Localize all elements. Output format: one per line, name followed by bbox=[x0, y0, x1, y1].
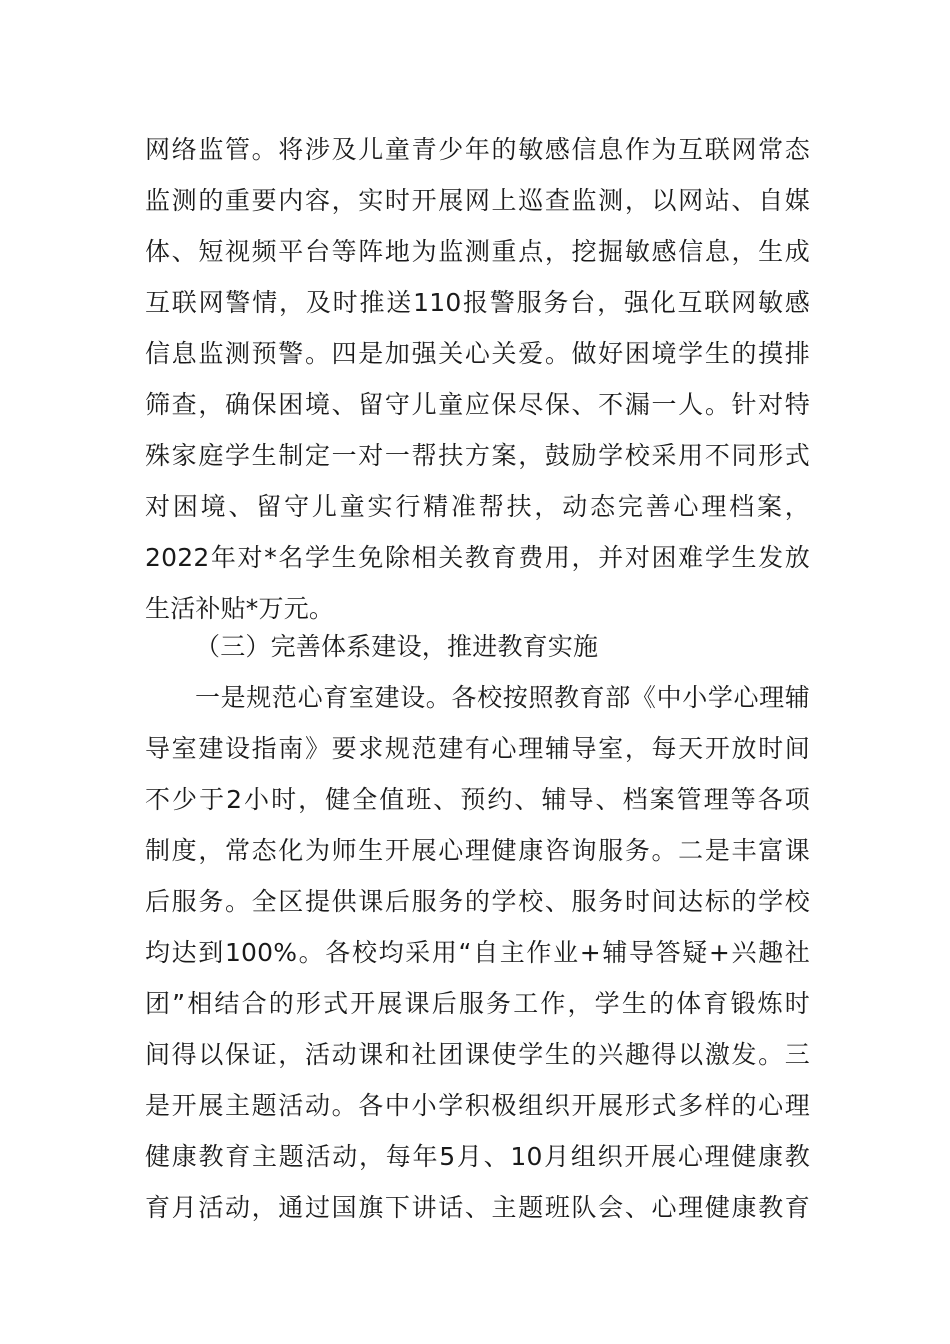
text-line-20: 是开展主题活动。各中小学积极组织开展形式多样的心理 bbox=[145, 1091, 810, 1120]
text-line-10: 生活补贴*万元。 bbox=[145, 594, 335, 623]
text-line-3: 体、短视频平台等阵地为监测重点，挖掘敏感信息，生成 bbox=[145, 237, 810, 266]
text-line-19: 间得以保证，活动课和社团课使学生的兴趣得以激发。三 bbox=[145, 1040, 810, 1069]
text-line-5: 信息监测预警。四是加强关心关爱。做好困境学生的摸排 bbox=[145, 339, 810, 368]
text-line-7: 殊家庭学生制定一对一帮扶方案，鼓励学校采用不同形式 bbox=[145, 441, 810, 470]
text-line-17: 均达到100%。各校均采用“自主作业+辅导答疑+兴趣社 bbox=[145, 938, 810, 967]
text-line-15: 制度，常态化为师生开展心理健康咨询服务。二是丰富课 bbox=[145, 836, 810, 865]
section-heading: （三）完善体系建设，推进教育实施 bbox=[195, 632, 599, 661]
text-line-21: 健康教育主题活动，每年5月、10月组织开展心理健康教 bbox=[145, 1142, 810, 1171]
text-line-9: 2022年对*名学生免除相关教育费用，并对困难学生发放 bbox=[145, 543, 810, 572]
text-line-18: 团”相结合的形式开展课后服务工作，学生的体育锻炼时 bbox=[145, 989, 810, 1018]
text-line-14: 不少于2小时，健全值班、预约、辅导、档案管理等各项 bbox=[145, 785, 810, 814]
text-line-1: 网络监管。将涉及儿童青少年的敏感信息作为互联网常态 bbox=[145, 135, 810, 164]
text-line-22: 育月活动，通过国旗下讲话、主题班队会、心理健康教育 bbox=[145, 1193, 810, 1222]
text-line-8: 对困境、留守儿童实行精准帮扶，动态完善心理档案， bbox=[145, 492, 810, 521]
text-line-13: 导室建设指南》要求规范建有心理辅导室，每天开放时间 bbox=[145, 734, 810, 763]
text-line-4: 互联网警情，及时推送110报警服务台，强化互联网敏感 bbox=[145, 288, 810, 317]
text-line-6: 筛查，确保困境、留守儿童应保尽保、不漏一人。针对特 bbox=[145, 390, 810, 419]
text-line-12: 一是规范心育室建设。各校按照教育部《中小学心理辅 bbox=[195, 683, 810, 712]
text-line-16: 后服务。全区提供课后服务的学校、服务时间达标的学校 bbox=[145, 887, 810, 916]
text-line-2: 监测的重要内容，实时开展网上巡查监测，以网站、自媒 bbox=[145, 186, 810, 215]
